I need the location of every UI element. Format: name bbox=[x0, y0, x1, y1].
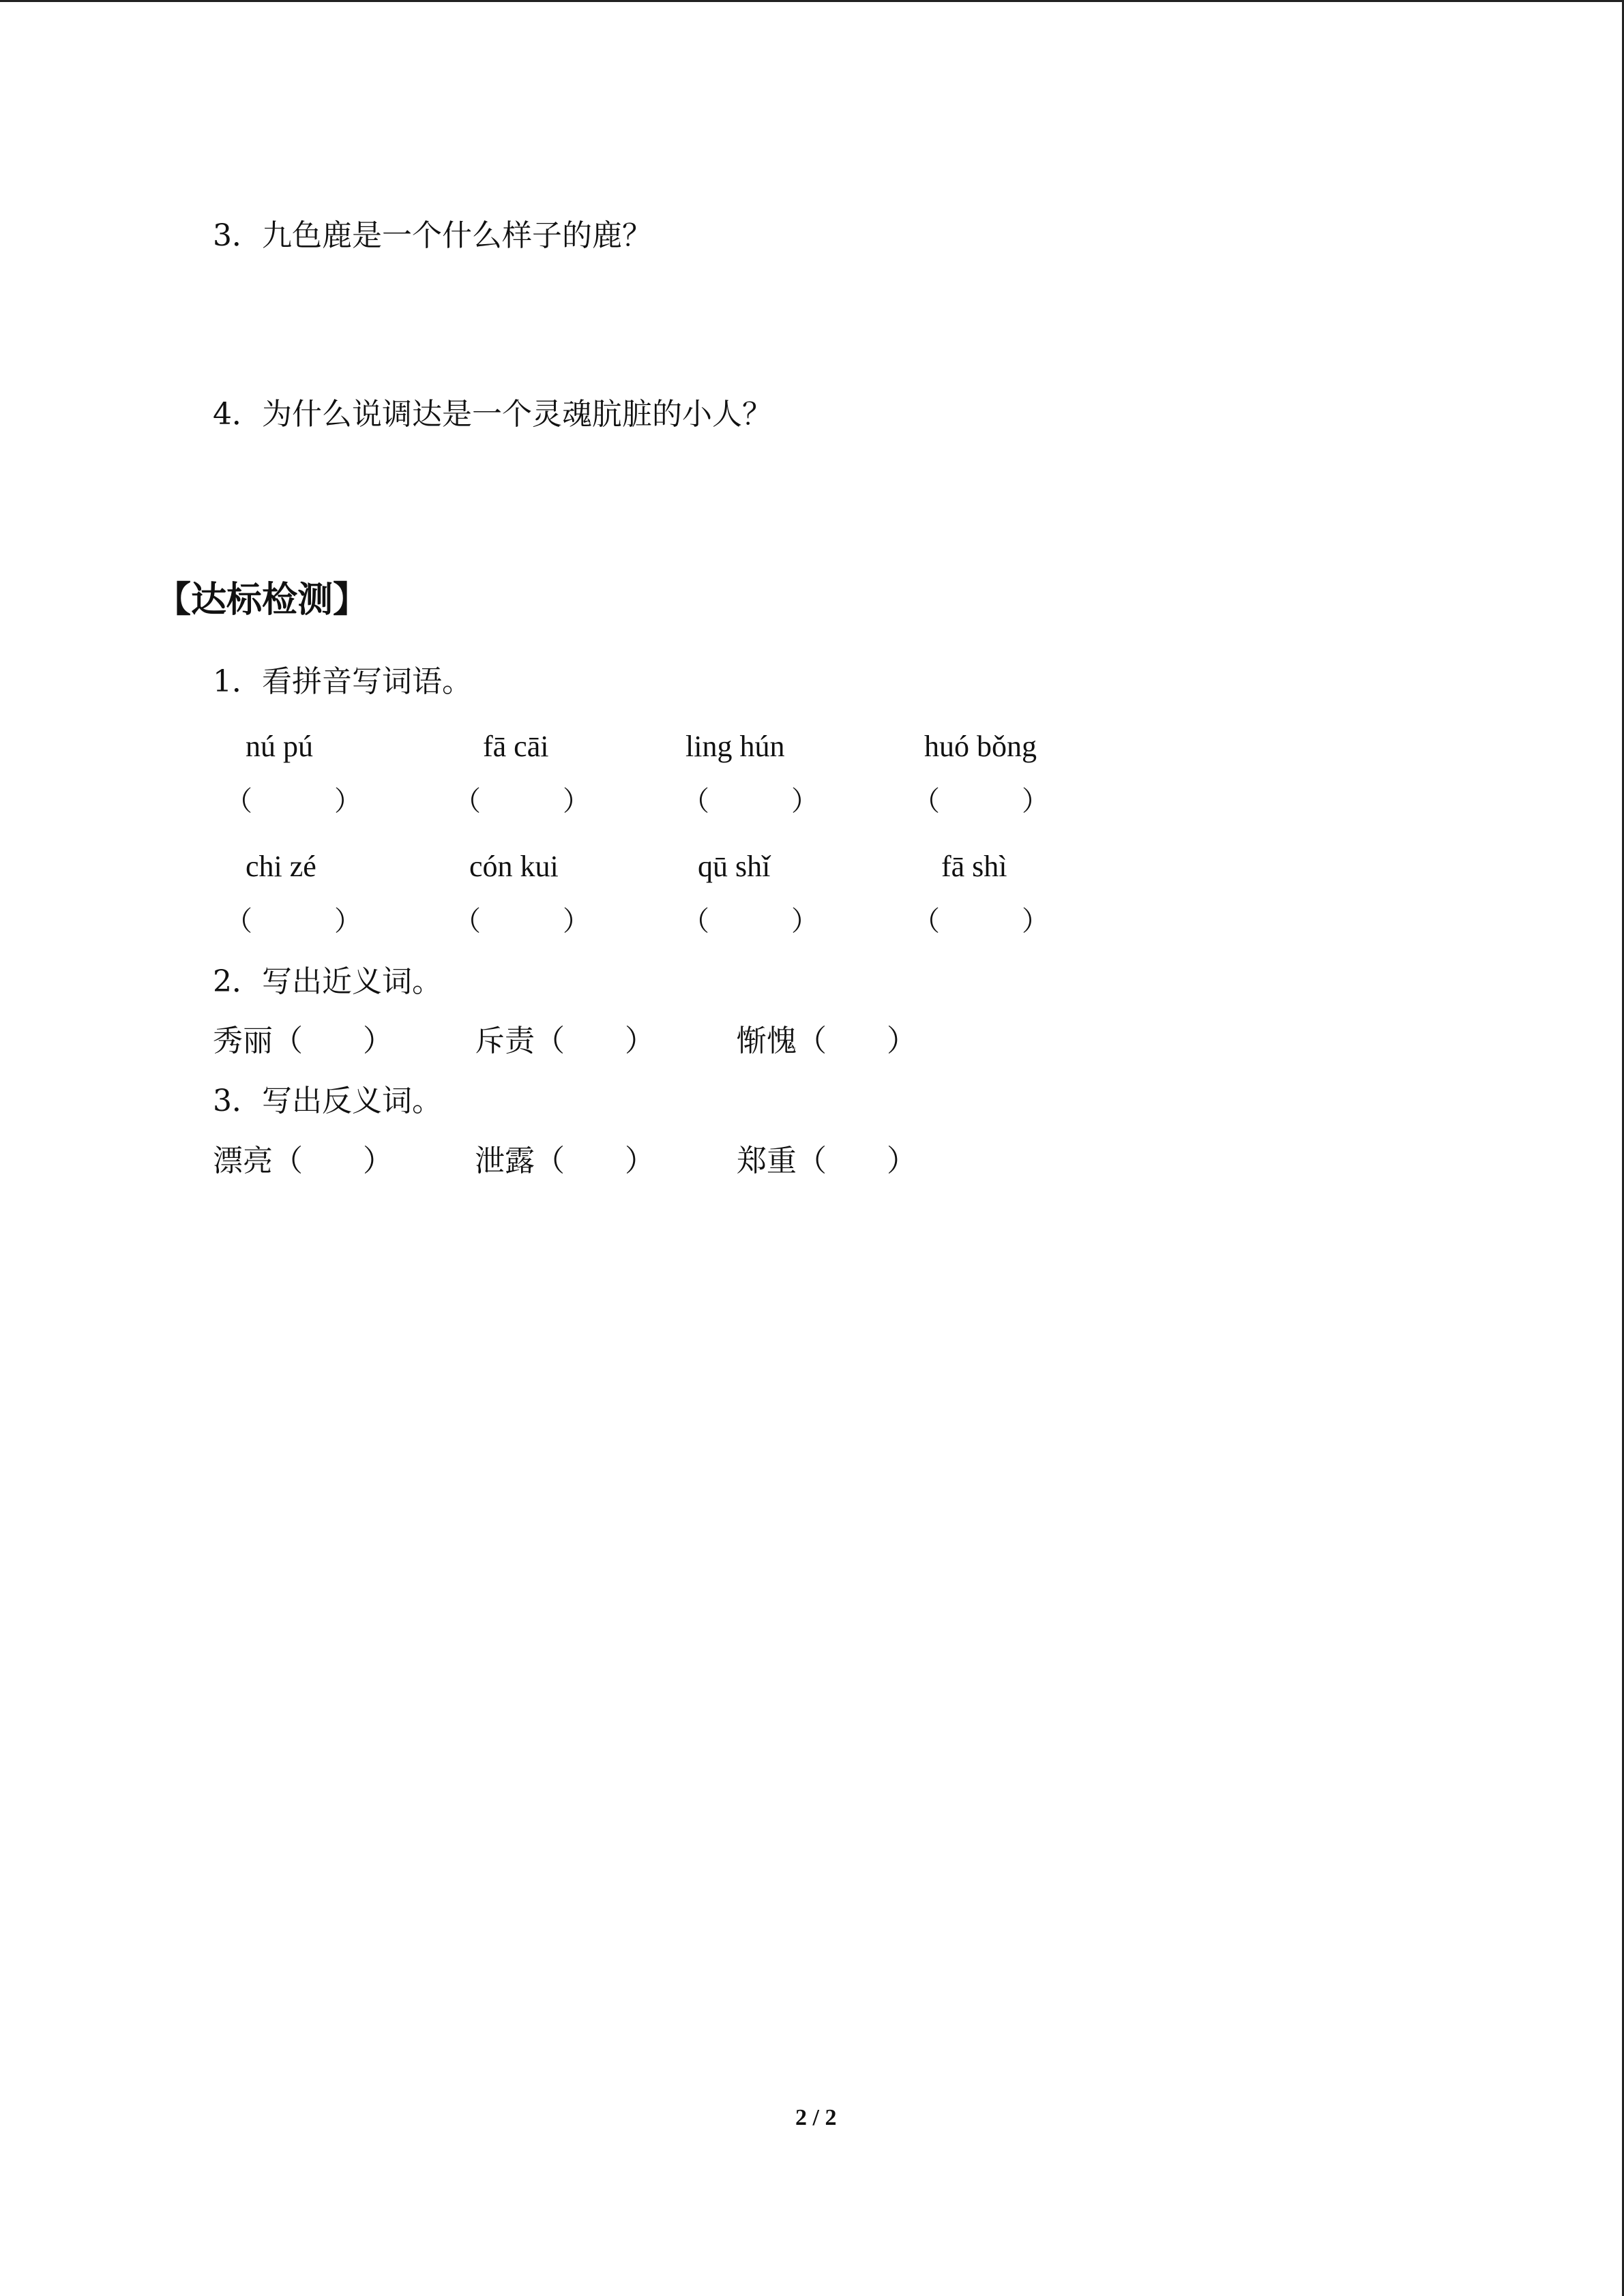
antonym-item[interactable]: 漂亮（ ） bbox=[213, 1144, 393, 1178]
pinyin-item: cón kui bbox=[469, 850, 559, 883]
antonym-item[interactable]: 郑重（ ） bbox=[737, 1144, 917, 1178]
task-1-instruction: 1．看拼音写词语。 bbox=[213, 664, 472, 699]
pinyin-item: qū shǐ bbox=[698, 850, 771, 883]
pinyin-item: fā cāi bbox=[483, 730, 549, 763]
question-3: 3．九色鹿是一个什么样子的鹿？ bbox=[213, 218, 652, 253]
answer-blank[interactable]: （ ） bbox=[225, 906, 361, 937]
pinyin-item: ling hún bbox=[685, 730, 785, 763]
synonym-item[interactable]: 秀丽（ ） bbox=[213, 1024, 393, 1058]
answer-blank[interactable]: （ ） bbox=[682, 906, 818, 937]
answer-blank[interactable]: （ ） bbox=[454, 786, 590, 817]
section-heading: 【达标检测】 bbox=[156, 580, 369, 621]
synonym-item[interactable]: 惭愧（ ） bbox=[737, 1024, 917, 1058]
task-2-instruction: 2．写出近义词。 bbox=[213, 964, 442, 999]
answer-blank[interactable]: （ ） bbox=[913, 906, 1049, 937]
answer-blank[interactable]: （ ） bbox=[225, 786, 361, 817]
answer-blank[interactable]: （ ） bbox=[682, 786, 818, 817]
pinyin-item: fā shì bbox=[941, 850, 1007, 883]
answer-blank[interactable]: （ ） bbox=[454, 906, 590, 937]
page-number: 2 / 2 bbox=[795, 2105, 837, 2130]
antonym-item[interactable]: 泄露（ ） bbox=[475, 1144, 655, 1178]
pinyin-item: huó bǒng bbox=[924, 730, 1037, 763]
pinyin-item: chi zé bbox=[246, 850, 316, 883]
task-3-instruction: 3．写出反义词。 bbox=[213, 1084, 442, 1118]
pinyin-item: nú pú bbox=[246, 730, 313, 763]
page-border-top bbox=[0, 0, 1624, 2]
synonym-item[interactable]: 斥责（ ） bbox=[475, 1024, 655, 1058]
question-4: 4．为什么说调达是一个灵魂肮脏的小人？ bbox=[213, 397, 772, 432]
answer-blank[interactable]: （ ） bbox=[913, 786, 1049, 817]
